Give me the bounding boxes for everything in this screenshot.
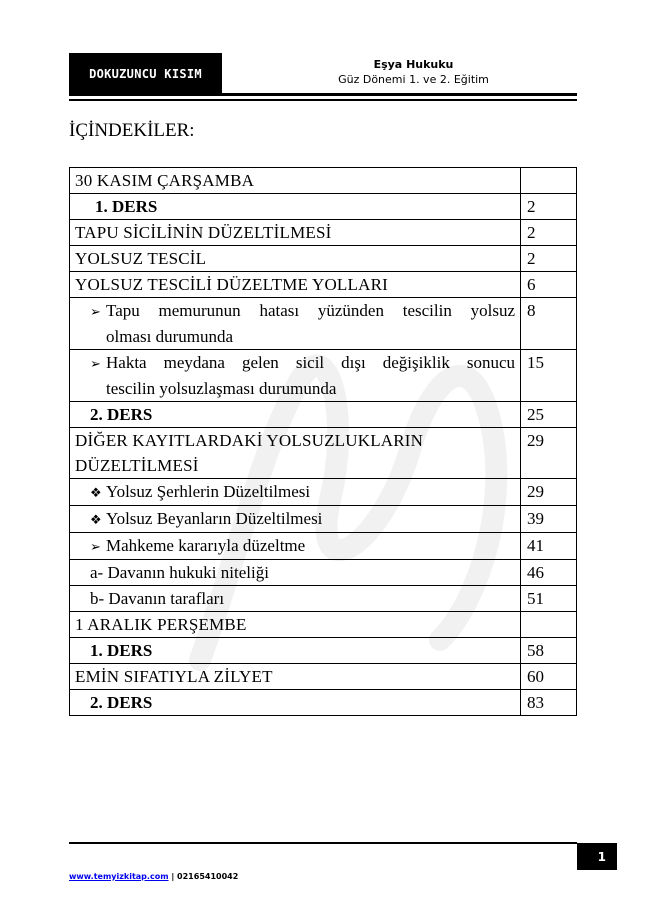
page-number: 1 xyxy=(597,849,606,864)
toc-row[interactable] xyxy=(70,246,577,272)
toc-page: 58 xyxy=(521,638,577,664)
toc-entry xyxy=(70,428,521,479)
toc-entry: 1. DERS xyxy=(70,194,521,220)
toc-entry xyxy=(70,298,521,350)
toc-entry-line2: DÜZELTİLMESİ xyxy=(75,456,199,475)
toc-page: 83 xyxy=(521,690,577,716)
toc-entry: EMİN SIFATIYLA ZİLYET xyxy=(70,664,521,690)
toc-row[interactable] xyxy=(70,402,577,428)
toc-entry: 2. DERS xyxy=(70,690,521,716)
toc-page: 51 xyxy=(521,586,577,612)
toc-page: 2 xyxy=(521,194,577,220)
toc-entry: 1 ARALIK PERŞEMBE xyxy=(70,612,521,638)
toc-entry-text: Yolsuz Şerhlerin Düzeltilmesi xyxy=(106,482,311,501)
toc-page: 29 xyxy=(521,428,577,479)
footer-separator: | xyxy=(171,872,175,881)
toc-entry xyxy=(70,506,521,533)
toc-entry-text: Yolsuz Beyanların Düzeltilmesi xyxy=(106,509,323,528)
toc-row[interactable] xyxy=(70,664,577,690)
toc-row[interactable] xyxy=(70,560,577,586)
toc-entry: 2. DERS xyxy=(70,402,521,428)
course-title: Eşya Hukuku xyxy=(373,58,454,71)
toc-entry: YOLSUZ TESCİL xyxy=(70,246,521,272)
page-number-box xyxy=(577,843,617,870)
toc-page: 2 xyxy=(521,246,577,272)
toc-entry: 1. DERS xyxy=(70,638,521,664)
toc-entry: a- Davanın hukuki niteliği xyxy=(70,560,521,586)
footer-rule xyxy=(69,842,577,844)
toc-page: 2 xyxy=(521,220,577,246)
toc-entry-line1: Tapu memurunun hatası yüzünden tescilin yolsuz xyxy=(106,301,515,320)
toc-page: 8 xyxy=(521,298,577,350)
toc-row[interactable] xyxy=(70,506,577,533)
toc-row[interactable] xyxy=(70,612,577,638)
arrow-icon: ➢ xyxy=(90,304,101,319)
toc-entry xyxy=(70,350,521,402)
toc-page: 41 xyxy=(521,533,577,560)
toc-page: 6 xyxy=(521,272,577,298)
toc-page: 15 xyxy=(521,350,577,402)
toc-title: İÇİNDEKİLER: xyxy=(69,120,195,141)
header-rule-thin xyxy=(69,99,577,101)
toc-table xyxy=(69,167,577,716)
diamond-icon: ❖ xyxy=(90,512,102,527)
toc-page xyxy=(521,168,577,194)
phone-number: 02165410042 xyxy=(177,872,239,881)
section-label-box xyxy=(69,53,222,94)
header-rule-thick xyxy=(69,93,577,96)
toc-row[interactable] xyxy=(70,168,577,194)
toc-page: 60 xyxy=(521,664,577,690)
toc-entry: TAPU SİCİLİNİN DÜZELTİLMESİ xyxy=(70,220,521,246)
toc-entry xyxy=(70,533,521,560)
toc-page: 46 xyxy=(521,560,577,586)
toc-page: 29 xyxy=(521,479,577,506)
toc-page: 25 xyxy=(521,402,577,428)
toc-row[interactable] xyxy=(70,350,577,402)
arrow-icon: ➢ xyxy=(90,356,101,371)
toc-entry-line2: tescilin yolsuzlaşması durumunda xyxy=(106,379,337,398)
toc-entry xyxy=(70,479,521,506)
toc-row[interactable] xyxy=(70,533,577,560)
toc-row[interactable] xyxy=(70,272,577,298)
section-label: DOKUZUNCU KISIM xyxy=(89,66,202,81)
diamond-icon: ❖ xyxy=(90,485,102,500)
toc-row[interactable] xyxy=(70,479,577,506)
toc-entry: YOLSUZ TESCİLİ DÜZELTME YOLLARI xyxy=(70,272,521,298)
toc-entry-line1: Hakta meydana gelen sicil dışı değişiklik sonucu xyxy=(106,353,515,372)
toc-row[interactable] xyxy=(70,428,577,479)
toc-entry-line1: DİĞER KAYITLARDAKİ YOLSUZLUKLARIN xyxy=(75,431,424,450)
toc-row[interactable] xyxy=(70,194,577,220)
toc-row[interactable] xyxy=(70,220,577,246)
toc-row[interactable] xyxy=(70,638,577,664)
arrow-icon: ➢ xyxy=(90,539,101,554)
toc-entry: b- Davanın tarafları xyxy=(70,586,521,612)
toc-page: 39 xyxy=(521,506,577,533)
website-link[interactable]: www.temyizkitap.com xyxy=(69,872,169,881)
toc-entry-line2: olması durumunda xyxy=(106,327,234,346)
toc-row[interactable] xyxy=(70,586,577,612)
toc-row[interactable] xyxy=(70,690,577,716)
toc-page xyxy=(521,612,577,638)
toc-row[interactable] xyxy=(70,298,577,350)
toc-entry: 30 KASIM ÇARŞAMBA xyxy=(70,168,521,194)
course-subtitle: Güz Dönemi 1. ve 2. Eğitim xyxy=(338,73,489,86)
footer-contact xyxy=(69,872,238,881)
toc-entry-text: Mahkeme kararıyla düzeltme xyxy=(106,536,306,555)
